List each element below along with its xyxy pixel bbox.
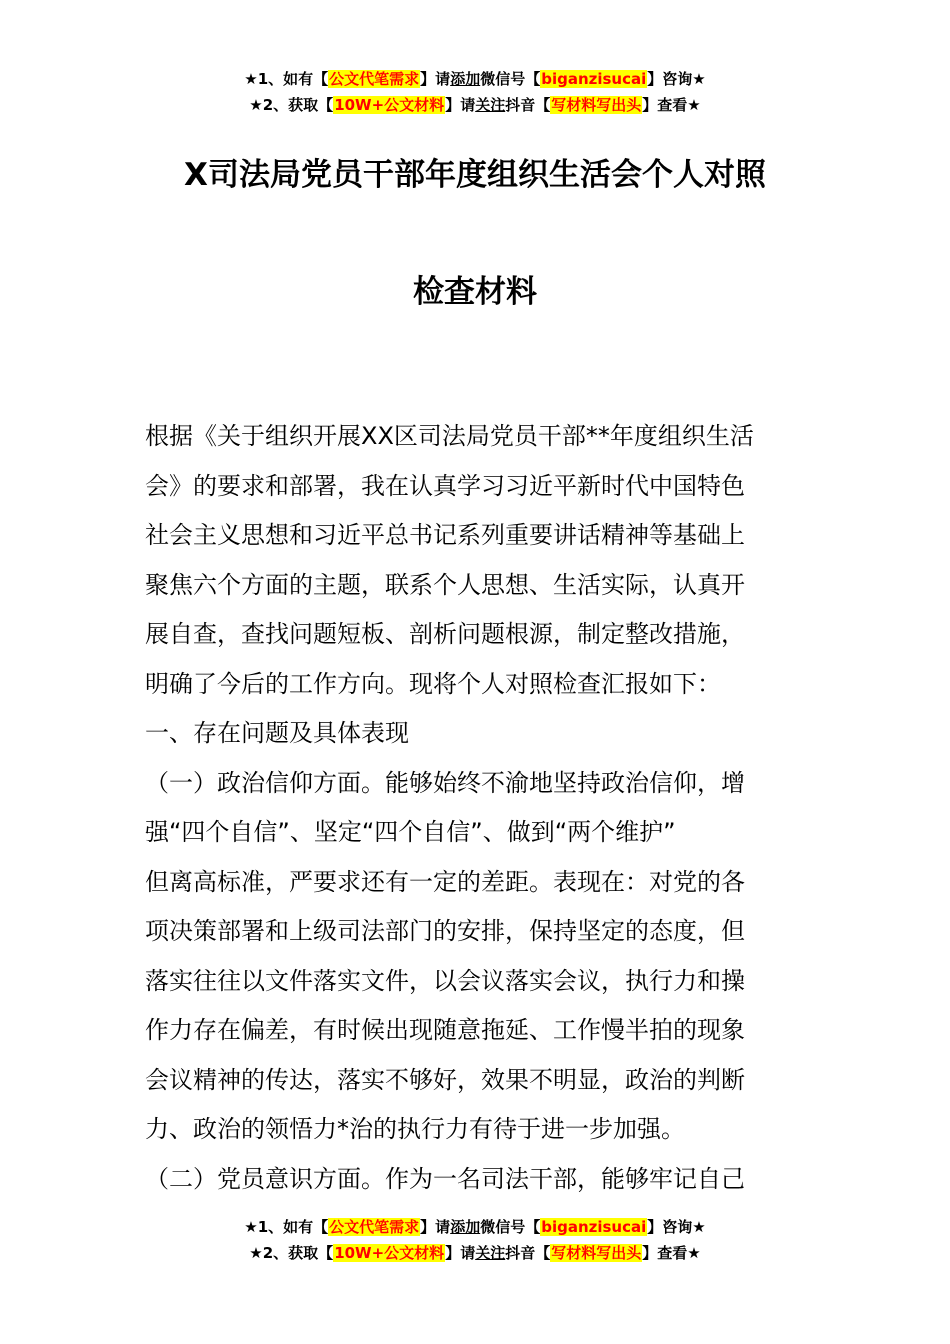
body-line: 会》的要求和部署，我在认真学习习近平新时代中国特色 (145, 471, 745, 500)
banner-text: 】咨询★ (647, 1218, 706, 1236)
body-line: 强“四个自信”、坚定“四个自信”、做到“两个维护” (145, 818, 676, 846)
banner-emphasis: 关注 (475, 96, 506, 114)
banner-text: 】查看★ (642, 96, 701, 114)
banner-text: ★1、如有【 (244, 70, 329, 88)
banner-text: 】请 (420, 70, 451, 88)
banner-line-2 (0, 92, 950, 118)
body-line: （一）政治信仰方面。能够始终不渝地坚持政治信仰，增 (145, 768, 745, 797)
body-line: 但离高标准，严要求还有一定的差距。表现在：对党的各 (145, 867, 745, 896)
banner-text: ★2、获取【 (249, 1244, 334, 1262)
banner-text: 】请 (445, 1244, 476, 1262)
banner-text: 】咨询★ (647, 70, 706, 88)
banner-text: 微信号【 (480, 1218, 541, 1236)
body-line: 会议精神的传达，落实不够好，效果不明显，政治的判断 (145, 1065, 745, 1094)
banner-highlight: biganzisucai (541, 1218, 647, 1236)
banner-text: 微信号【 (480, 70, 541, 88)
banner-text: 抖音【 (505, 96, 551, 114)
body-line: 社会主义思想和习近平总书记系列重要讲话精神等基础上 (145, 521, 745, 549)
banner-text: 】请 (445, 96, 476, 114)
body-line: 项决策部署和上级司法部门的安排，保持坚定的态度，但 (145, 917, 745, 945)
document-title-line-1: X司法局党员干部年度组织生活会个人对照 (184, 157, 766, 193)
banner-emphasis: 添加 (450, 70, 481, 88)
footer-banner (0, 1214, 950, 1266)
body-line: 展自查，查找问题短板、剖析问题根源，制定整改措施， (145, 620, 745, 648)
body-line: （二）党员意识方面。作为一名司法干部，能够牢记自己 (145, 1164, 745, 1193)
banner-line-2 (0, 1240, 950, 1266)
banner-line-1 (0, 1214, 950, 1240)
banner-highlight: 公文代笔需求 (329, 70, 420, 88)
header-banner (0, 66, 950, 118)
body-line: 力、政治的领悟力*治的执行力有待于进一步加强。 (145, 1115, 685, 1143)
section-heading: 一、存在问题及具体表现 (145, 719, 409, 747)
body-line: 作力存在偏差，有时候出现随意拖延、工作慢半拍的现象 (145, 1016, 745, 1044)
banner-emphasis: 添加 (450, 1218, 481, 1236)
banner-line-1 (0, 66, 950, 92)
banner-text: 】请 (420, 1218, 451, 1236)
banner-highlight: 10W+公文材料 (334, 96, 445, 114)
banner-highlight: 10W+公文材料 (334, 1244, 445, 1262)
document-body (145, 412, 810, 1204)
banner-text: 】查看★ (642, 1244, 701, 1262)
body-line: 明确了今后的工作方向。现将个人对照检查汇报如下： (145, 669, 721, 698)
banner-text: ★1、如有【 (244, 1218, 329, 1236)
body-line: 落实往往以文件落实文件，以会议落实会议，执行力和操 (145, 966, 745, 995)
banner-emphasis: 关注 (475, 1244, 506, 1262)
body-line: 聚焦六个方面的主题，联系个人思想、生活实际，认真开 (145, 570, 745, 599)
banner-highlight: 公文代笔需求 (329, 1218, 420, 1236)
document-title-line-2: 检查材料 (413, 274, 537, 310)
banner-highlight: biganzisucai (541, 70, 647, 88)
banner-highlight: 写材料写出头 (551, 96, 642, 114)
banner-text: 抖音【 (505, 1244, 551, 1262)
banner-highlight: 写材料写出头 (551, 1244, 642, 1262)
banner-text: ★2、获取【 (249, 96, 334, 114)
body-line: 根据《关于组织开展XX区司法局党员干部**年度组织生活 (145, 422, 754, 450)
